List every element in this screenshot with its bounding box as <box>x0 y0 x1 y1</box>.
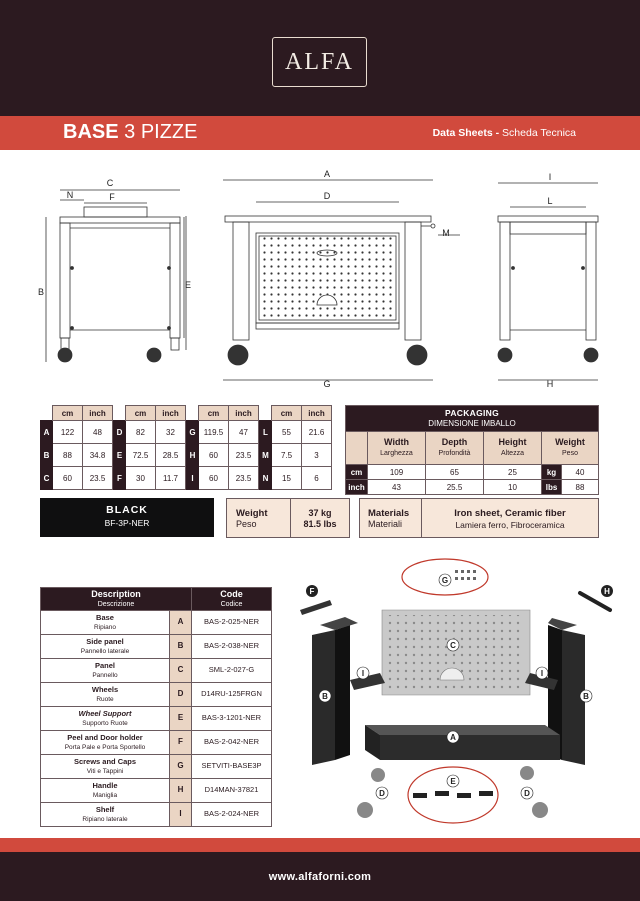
dim-table-d-f: cm inch D 82 32 E 72.5 28.5 F 30 11.7 <box>113 405 186 490</box>
exploded-label-d-right: D <box>524 789 530 798</box>
parts-table <box>40 587 272 827</box>
alfa-logo[interactable] <box>272 37 367 87</box>
materials-value: Iron sheet, Ceramic fiber <box>454 508 566 519</box>
dim-label-e: E <box>184 280 192 290</box>
exploded-label-i-left: I <box>361 669 365 678</box>
dim-table-l-n: cm inch L 55 21.6 M 7.5 3 N 15 6 <box>259 405 332 490</box>
exploded-label-e: E <box>450 777 456 786</box>
exploded-label-d-left: D <box>379 789 385 798</box>
weight-label-it: Peso <box>236 519 257 529</box>
technical-drawings <box>30 165 610 395</box>
dim-label-i: I <box>548 172 552 182</box>
dim-table-g-i: cm inch G 119.5 47 H 60 23.5 I 60 23.5 <box>186 405 259 490</box>
dim-label-a: A <box>323 169 331 179</box>
exploded-view-drawing <box>290 555 620 830</box>
finish-code: BF-3P-NER <box>104 518 150 528</box>
materials-label-it: Materiali <box>368 519 403 529</box>
table-row: Handle Maniglia H D14MAN-37821 <box>41 779 272 803</box>
packaging-table: PACKAGING DIMENSIONE IMBALLO Width Larghezza Depth Profondità Height Altezza Weight Peso cm 109 65 25 kg 40 inch 43 25.5 10 lbs 88 <box>345 405 599 495</box>
materials-box <box>359 498 599 538</box>
title-light: 3 PIZZE <box>124 121 198 143</box>
packaging-header: PACKAGING DIMENSIONE IMBALLO <box>346 406 599 432</box>
front-view-drawing <box>186 180 460 380</box>
table-row: Screws and Caps Viti e Tappini G SETVITI-BASE3P <box>41 755 272 779</box>
footer-red-band <box>0 838 640 852</box>
header-band <box>0 0 640 116</box>
exploded-label-h: H <box>604 587 610 596</box>
table-row: Wheel Support Supporto Ruote E BAS-3-1201-NER <box>41 707 272 731</box>
table-row: Base Ripiano A BAS-2-025-NER <box>41 611 272 635</box>
table-row: Panel Pannello C SML-2-027-G <box>41 659 272 683</box>
dim-label-f: F <box>109 192 115 202</box>
exploded-label-i-right: I <box>540 669 544 678</box>
dim-label-c: C <box>106 178 114 188</box>
parts-head-desc: Description Descrizione <box>41 588 192 611</box>
logo-text: ALFA <box>285 48 354 75</box>
title-bold: BASE <box>63 121 119 143</box>
exploded-label-c: C <box>450 641 456 650</box>
exploded-label-f: F <box>309 587 315 596</box>
table-row: Wheels Ruote D D14RU-125FRGN <box>41 683 272 707</box>
materials-label: Materials <box>368 508 410 519</box>
dim-label-d: D <box>323 191 331 201</box>
dim-label-g: G <box>323 379 331 389</box>
exploded-label-a: A <box>450 733 456 742</box>
table-row: Peel and Door holder Porta Pale e Porta Sportello F BAS-2-042-NER <box>41 731 272 755</box>
finish-color-box <box>40 498 214 537</box>
exploded-label-b-left: B <box>322 692 328 701</box>
title-band <box>0 116 640 150</box>
dim-label-h: H <box>546 379 554 389</box>
weight-box <box>226 498 350 538</box>
dim-label-b: B <box>37 287 45 297</box>
dim-label-n: N <box>66 190 74 200</box>
exploded-label-g: G <box>441 576 449 585</box>
dim-table-a-c: cm inch A 122 48 B 88 34.8 C 60 23.5 <box>40 405 113 490</box>
table-row: Shelf Ripiano laterale I BAS-2-024-NER <box>41 803 272 827</box>
side-view-drawing <box>46 190 184 362</box>
rear-view-drawing <box>498 183 598 380</box>
weight-lbs: 81.5 lbs <box>303 519 337 530</box>
footer-website-link[interactable]: www.alfaforni.com <box>268 871 372 883</box>
table-row: Side panel Pannello laterale B BAS-2-038-NER <box>41 635 272 659</box>
parts-head-code: Code Codice <box>192 588 272 611</box>
data-sheet-label <box>433 127 576 139</box>
exploded-label-b-right: B <box>583 692 589 701</box>
finish-color: BLACK <box>106 504 148 516</box>
dim-label-l: L <box>547 196 553 206</box>
materials-value-it: Lamiera ferro, Fibroceramica <box>455 519 565 530</box>
weight-kg: 37 kg <box>308 508 332 518</box>
footer-band <box>0 852 640 901</box>
data-sheet-bold: Data Sheets - <box>432 127 500 139</box>
weight-label: Weight <box>236 508 268 519</box>
page-title <box>63 121 198 144</box>
data-sheet-light: Scheda Tecnica <box>502 127 576 139</box>
dim-label-m: M <box>442 228 450 238</box>
